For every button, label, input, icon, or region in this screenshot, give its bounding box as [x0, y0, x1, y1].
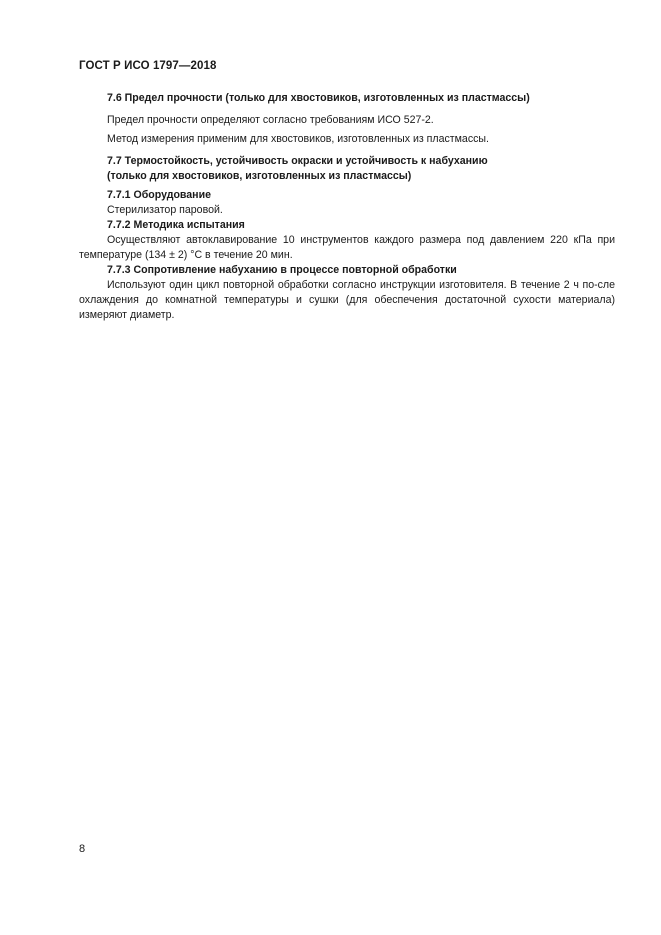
document-header: ГОСТ Р ИСО 1797—2018 — [79, 60, 217, 72]
section-7-7-2-heading: 7.7.2 Методика испытания — [107, 219, 245, 231]
section-7-7-1-text: Стерилизатор паровой. — [107, 204, 223, 216]
section-7-7-heading-line-1: 7.7 Термостойкость, устойчивость окраски и устойчивость к набуханию — [107, 155, 488, 167]
section-7-7-heading-line-2: (только для хвостовиков, изготовленных из пластмассы) — [107, 170, 412, 182]
section-7-6-paragraph-2: Метод измерения применим для хвостовиков, изготовленных из пластмассы. — [107, 133, 489, 145]
section-7-7-3-heading: 7.7.3 Сопротивление набуханию в процессе повторной обработки — [107, 264, 457, 276]
page-number: 8 — [79, 843, 86, 855]
section-7-6-paragraph-1: Предел прочности определяют согласно требованиям ИСО 527-2. — [107, 114, 434, 126]
section-7-7-2-text: Осуществляют автоклавирование 10 инструментов каждого размера под давлением 220 кПа при температуре (134 ± 2) °С в течение 20 мин. — [79, 234, 615, 261]
section-7-6-heading: 7.6 Предел прочности (только для хвостовиков, изготовленных из пластмассы) — [107, 92, 530, 104]
section-7-7-1-heading: 7.7.1 Оборудование — [107, 189, 211, 201]
document-body — [79, 91, 615, 323]
section-7-7-3-text: Используют один цикл повторной обработки согласно инструкции изготовителя. В течение 2 ч по-сле охлаждения до комнатной температуры и сушки (для обеспечения достаточной сухости материала) измеряют диаметр. — [79, 279, 615, 321]
